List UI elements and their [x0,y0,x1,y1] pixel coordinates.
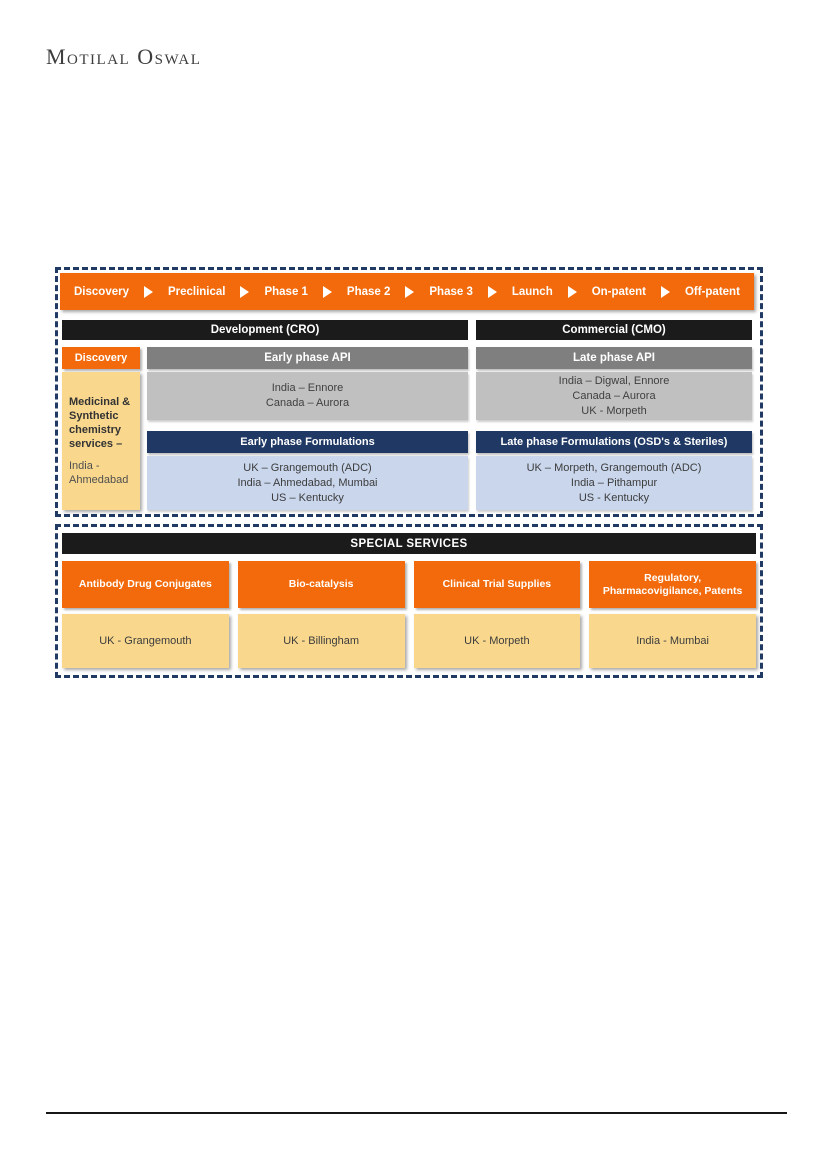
service-clinical-trial-header: Clinical Trial Supplies [414,561,581,608]
medicinal-chemistry-title: Medicinal & Synthetic chemistry services – [69,396,131,450]
development-cro-header: Development (CRO) [62,320,468,340]
location-line: India – Pithampur [570,476,658,489]
arrow-right-icon [568,286,577,298]
late-phase-formulations-header: Late phase Formulations (OSD's & Steriles) [476,431,752,453]
pipeline-stage-phase3: Phase 3 [429,285,473,298]
drug-lifecycle-pipeline [60,273,754,310]
service-adc-header: Antibody Drug Conjugates [62,561,229,608]
location-line: India – Digwal, Ennore [558,374,670,387]
location-line: India – Ennore [271,382,344,394]
early-phase-api-locations [147,372,468,420]
special-services-header: SPECIAL SERVICES [62,533,756,554]
location-line: UK – Grangemouth (ADC) [243,461,372,474]
service-adc-location: UK - Grangemouth [62,614,229,668]
arrow-right-icon [661,286,670,298]
medicinal-chemistry-location: India - Ahmedabad [69,460,129,486]
pipeline-stage-offpatent: Off-patent [684,285,740,298]
early-phase-api-header: Early phase API [147,347,468,369]
location-line: US – Kentucky [271,491,344,504]
location-line: Canada – Aurora [265,397,350,409]
location-line: US - Kentucky [578,491,650,504]
motilal-oswal-logo: Motilal Oswal [46,44,202,69]
late-phase-api-header: Late phase API [476,347,752,369]
pipeline-stage-preclinical: Preclinical [167,285,226,298]
pipeline-stage-onpatent: On-patent [591,285,646,298]
pipeline-stage-launch: Launch [511,285,553,298]
early-phase-formulations-header: Early phase Formulations [147,431,468,453]
service-regulatory-location: India - Mumbai [589,614,756,668]
pipeline-stage-phase1: Phase 1 [264,285,308,298]
commercial-cmo-header: Commercial (CMO) [476,320,752,340]
special-services-panel [55,524,763,678]
medicinal-chemistry-box [62,372,140,510]
special-services-grid [62,561,756,668]
arrow-right-icon [144,286,153,298]
arrow-right-icon [323,286,332,298]
location-line: India – Ahmedabad, Mumbai [237,476,378,489]
late-phase-api-locations [476,372,752,420]
service-biocatalysis-header: Bio-catalysis [238,561,405,608]
arrow-right-icon [240,286,249,298]
discovery-section-header: Discovery [62,347,140,369]
early-phase-formulations-locations [147,456,468,510]
arrow-right-icon [405,286,414,298]
footer-divider [46,1112,787,1114]
pipeline-stage-phase2: Phase 2 [346,285,391,298]
location-line: UK – Morpeth, Grangemouth (ADC) [526,461,702,474]
pipeline-stage-discovery: Discovery [74,285,129,298]
late-phase-formulations-locations [476,456,752,510]
location-line: Canada – Aurora [572,389,656,402]
service-clinical-trial-location: UK - Morpeth [414,614,581,668]
value-chain-panel [55,267,763,517]
location-line: UK - Morpeth [581,404,647,417]
service-biocatalysis-location: UK - Billingham [238,614,405,668]
arrow-right-icon [488,286,497,298]
service-regulatory-header: Regulatory, Pharmacovigilance, Patents [589,561,756,608]
